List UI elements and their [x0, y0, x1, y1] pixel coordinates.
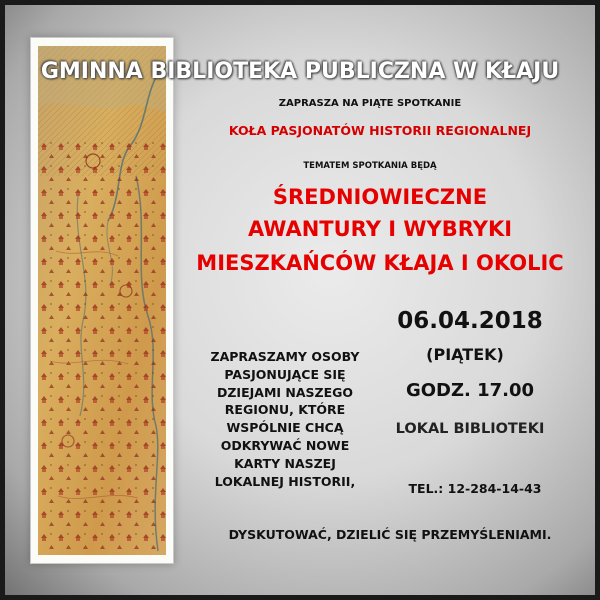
library-title: GMINNA BIBLIOTEKA PUBLICZNA W KŁAJU — [40, 59, 560, 84]
invite-line: ZAPRASZA NA PIĄTE SPOTKANIE — [278, 98, 462, 109]
invitation-text — [190, 348, 380, 490]
invitation-line: KARTY NASZEJ — [234, 455, 336, 471]
event-weekday: (PIĄTEK) — [426, 345, 504, 364]
map-illustration — [38, 46, 166, 555]
invitation-final-line: DYSKUTOWAĆ, DZIELIĆ SIĘ PRZEMYŚLENIAMI. — [228, 527, 552, 542]
invitation-line: WSPÓLNIE CHCĄ — [226, 420, 344, 436]
event-venue: LOKAL BIBLIOTEKI — [395, 421, 545, 437]
event-date: 06.04.2018 — [397, 308, 543, 334]
invitation-line: REGIONU, KTÓRE — [224, 402, 346, 418]
event-time: GODZ. 17.00 — [405, 380, 535, 401]
club-name: KOŁA PASJONATÓW HISTORII REGIONALNEJ — [228, 123, 532, 138]
topic-intro: TEMATEM SPOTKANIA BĘDĄ — [303, 161, 437, 171]
invitation-line: PASJONUJĄCE SIĘ — [224, 366, 346, 382]
topic-line: MIESZKAŃCÓW KŁAJA I OKOLIC — [196, 251, 564, 275]
contact-phone: TEL.: 12-284-14-43 — [408, 481, 542, 496]
invitation-line: DZIEJAMI NASZEGO — [216, 384, 354, 400]
invitation-line: LOKALNEJ HISTORII, — [214, 473, 356, 489]
invitation-line: ZAPRASZAMY OSOBY — [210, 349, 360, 364]
topic-line: AWANTURY I WYBRYKI — [247, 217, 513, 241]
historical-map-image — [30, 37, 174, 564]
invitation-line: ODKRYWAĆ NOWE — [220, 437, 350, 453]
topic-line: ŚREDNIOWIECZNE — [272, 185, 488, 209]
